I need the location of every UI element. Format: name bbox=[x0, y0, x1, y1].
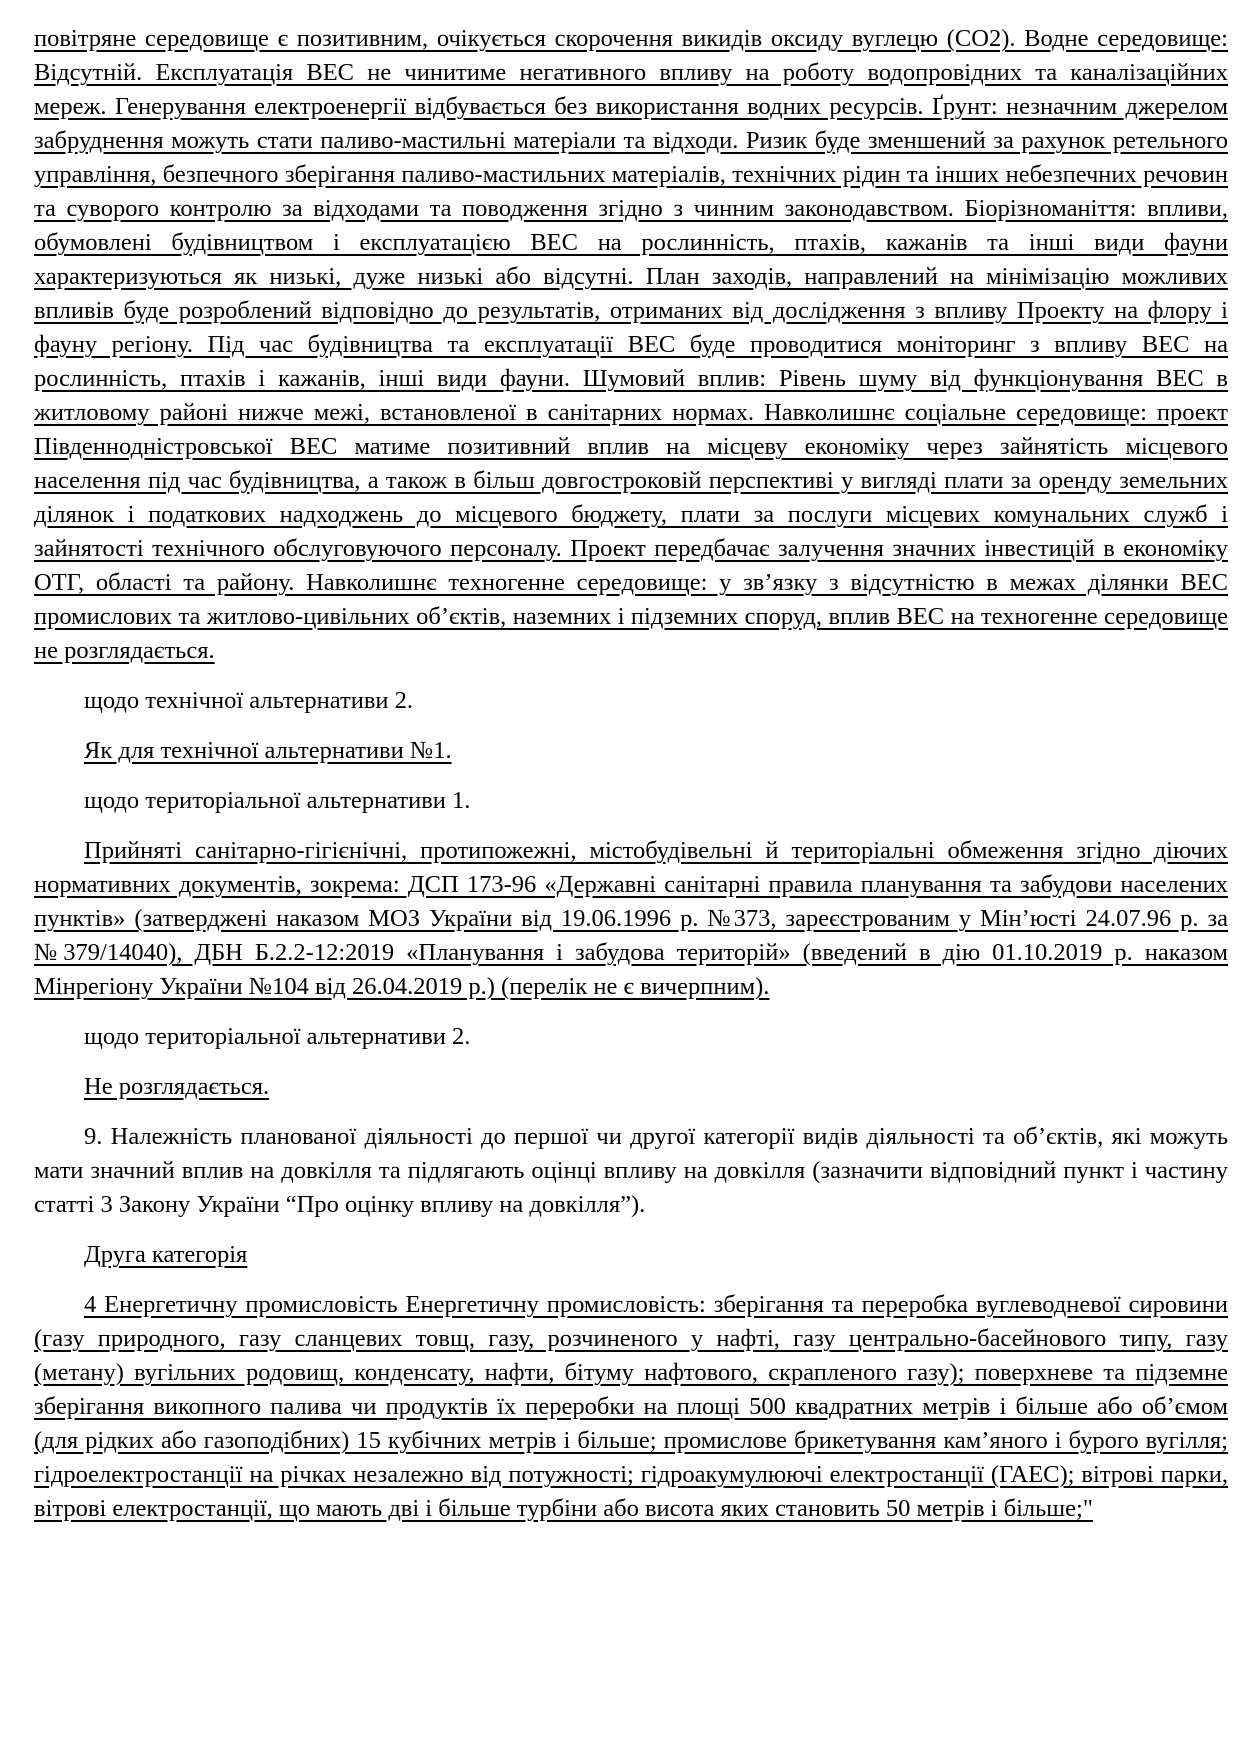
paragraph-category-clause-quote: 4 Енергетичну промисловість Енергетичну промисловість: зберігання та переробка вуглеводневої сировини (газу природного, газу сланцевих товщ, газу, розчиненого у нафті, газу центрально-басейнового типу, газу (метану) вугільних родовищ, конденсату, нафти, бітуму нафтового, скрапленого газу); поверхневе та підземне зберігання викопного палива чи продуктів їх переробки на площі 500 квадратних метрів і більше або об’ємом (для рідких або газоподібних) 15 кубічних метрів і більше; промислове брикетування кам’яного і бурого вугілля; гідроелектростанції на річках незалежно від потужності; гідроакумулюючі електростанції (ГАЕС); вітрові парки, вітрові електростанції, що мають дві і більше турбіни або висота яких становить 50 метрів і більше;" bbox=[34, 1291, 1228, 1522]
paragraph-re-territorial-alternative-2-answer: Не розглядається. bbox=[84, 1073, 270, 1100]
paragraph-re-technical-alternative-2-heading: щодо технічної альтернативи 2. bbox=[84, 687, 414, 714]
paragraph-re-territorial-alternative-1-answer: Прийняті санітарно-гігієнічні, протипожежні, містобудівельні й територіальні обмеження згідно діючих нормативних документів, зокрема: ДСП 173-96 «Державні санітарні правила планування та забудови населених пунктів» (затверджені наказом МОЗ України від 19.06.1996 р. №373, зареєстрованим у Мін’юсті 24.07.96 р. за №379/14040), ДБН Б.2.2-12:2019 «Планування і забудова територій» (введений в дію 01.10.2019 р. наказом Мінрегіону України №104 від 26.04.2019 р.) (перелік не є вичерпним). bbox=[34, 837, 1228, 1000]
paragraph-category-answer: Друга категорія bbox=[84, 1241, 248, 1268]
paragraph-re-technical-alternative-2-answer: Як для технічної альтернативи №1. bbox=[84, 737, 452, 764]
paragraph-section-9-heading: 9. Належність планованої діяльності до першої чи другої категорії видів діяльності та об’єктів, які можуть мати значний вплив на довкілля та підлягають оцінці впливу на довкілля (зазначити відповідний пункт і частину статті 3 Закону України “Про оцінку впливу на довкілля”). bbox=[34, 1123, 1228, 1218]
paragraph-environmental-impact-continuation: повітряне середовище є позитивним, очікується скорочення викидів оксиду вуглецю (СО2). Водне середовище: Відсутній. Експлуатація ВЕС не чинитиме негативного впливу на роботу водопровідних та каналізаційних мереж. Генерування електроенергії відбувається без використання водних ресурсів. Ґрунт: незначним джерелом забруднення можуть стати паливо-мастильні матеріали та відходи. Ризик буде зменшений за рахунок ретельного управління, безпечного зберігання паливо-мастильних матеріалів, технічних рідин та інших небезпечних речовин та суворого контролю за відходами та поводження згідно з чинним законодавством. Біорізноманіття: впливи, обумовлені будівництвом і експлуатацією ВЕС на рослинність, птахів, кажанів та інші види фауни характеризуються як низькі, дуже низькі або відсутні. План заходів, направлений на мінімізацію можливих впливів буде розроблений відповідно до результатів, отриманих від дослідження з впливу Проекту на флору і фауну регіону. Під час будівництва та експлуатації ВЕС буде проводитися моніторинг з впливу ВЕС на рослинність, птахів і кажанів, інші види фауни. Шумовий вплив: Рівень шуму від функціонування ВЕС в житловому районі нижче межі, встановленої в санітарних нормах. Навколишнє соціальне середовище: проект Південнодністровської ВЕС матиме позитивний вплив на місцеву економіку через зайнятість місцевого населення під час будівництва, а також в більш довгостроковій перспективі у вигляді плати за оренду земельних ділянок і податкових надходжень до місцевого бюджету, плати за послуги місцевих комунальних служб і зайнятості технічного обслуговуючого персоналу. Проект передбачає залучення значних інвестицій в економіку ОТГ, області та району. Навколишнє техногенне середовище: у зв’язку з відсутністю в межах ділянки ВЕС промислових та житлово-цивільних об’єктів, наземних і підземних споруд, вплив ВЕС на техногенне середовище не розглядається. bbox=[34, 25, 1228, 664]
paragraph-re-territorial-alternative-2-heading: щодо територіальної альтернативи 2. bbox=[84, 1023, 471, 1050]
paragraph-re-territorial-alternative-1-heading: щодо територіальної альтернативи 1. bbox=[84, 787, 471, 814]
